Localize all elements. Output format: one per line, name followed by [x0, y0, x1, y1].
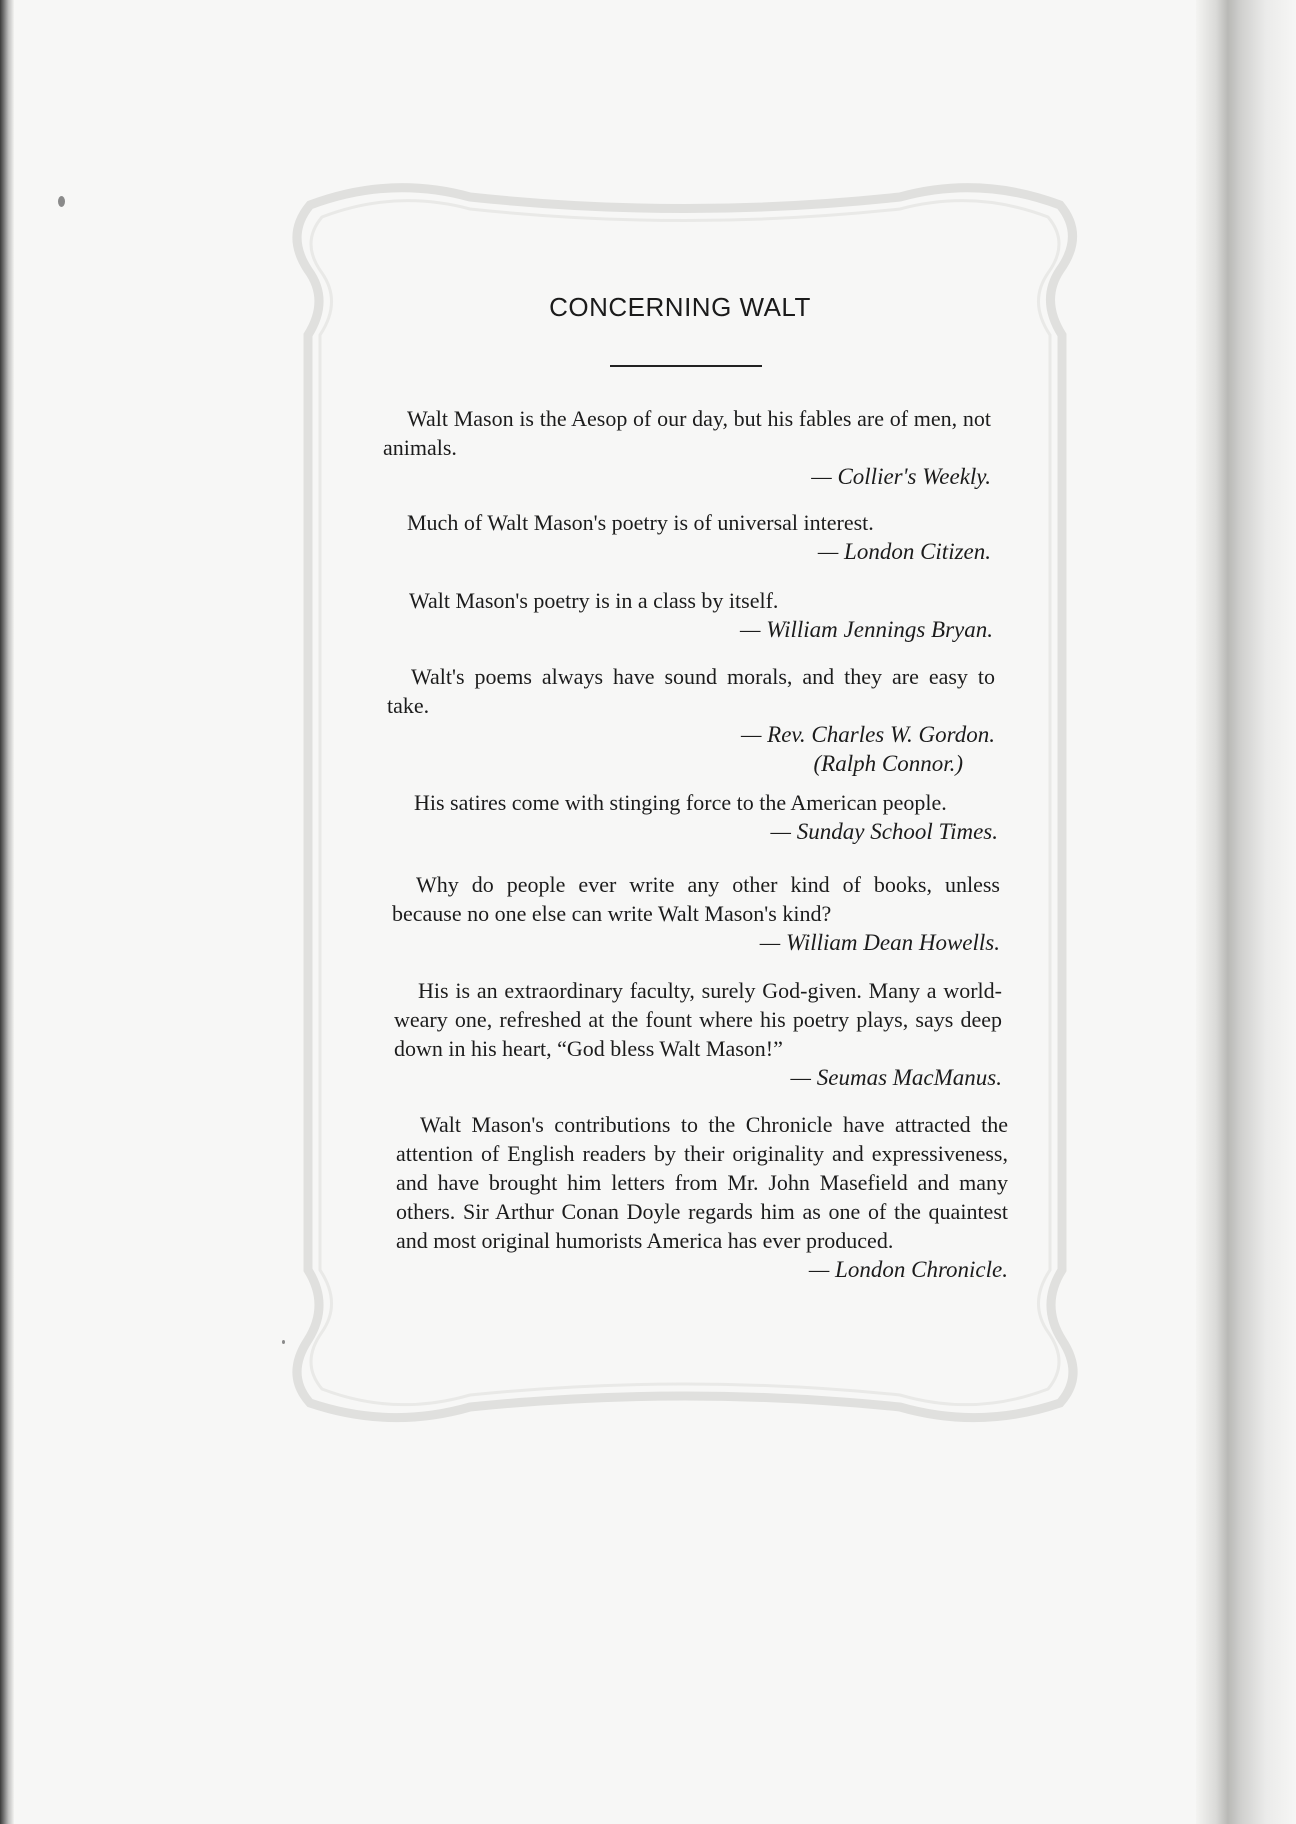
- quote-block: [396, 1110, 1008, 1284]
- quote-block: [385, 586, 993, 644]
- paper-speck: [58, 196, 65, 207]
- quote-attribution: — William Jennings Bryan.: [740, 617, 993, 642]
- quote-attribution: — Rev. Charles W. Gordon.: [740, 722, 995, 747]
- quote-block: [390, 788, 998, 846]
- quote-attribution: — Sunday School Times.: [770, 819, 998, 844]
- title-rule: [610, 365, 762, 367]
- quote-text: Much of Walt Mason's poetry is of universal interest.: [407, 510, 874, 535]
- quote-attribution-alias: (Ralph Connor.): [813, 751, 963, 776]
- quote-block: [394, 976, 1002, 1092]
- quote-attribution: — Seumas MacManus.: [790, 1065, 1002, 1090]
- quote-attribution: — London Chronicle.: [808, 1257, 1008, 1282]
- quote-text: His is an extraordinary faculty, surely God-given. Many a world-weary one, refreshed at the fount where his poetry plays, says deep down in his heart, “God bless Walt Mason!”: [394, 978, 1002, 1061]
- quote-text: Walt Mason's poetry is in a class by itself.: [409, 588, 779, 613]
- quote-block: [387, 662, 995, 778]
- quote-text: Walt's poems always have sound morals, and they are easy to take.: [387, 664, 995, 718]
- quote-text: Walt Mason's contributions to the Chronicle have attracted the attention of English readers by their originality and expressiveness, and have brought him letters from Mr. John Masefield and many others. Sir Arthur Conan Doyle regards him as one of the quaintest and most original humorists America has ever produced.: [396, 1112, 1008, 1253]
- quote-block: [383, 404, 991, 491]
- page-gutter-shadow: [1196, 0, 1296, 1824]
- quote-block: [383, 508, 991, 566]
- quote-text: Walt Mason is the Aesop of our day, but his fables are of men, not animals.: [383, 406, 991, 460]
- quote-attribution: — William Dean Howells.: [759, 930, 1000, 955]
- page-left-edge: [0, 0, 14, 1824]
- quote-attribution: — Collier's Weekly.: [811, 464, 991, 489]
- quote-text: His satires come with stinging force to the American people.: [414, 790, 947, 815]
- quote-text: Why do people ever write any other kind of books, unless because no one else can write Walt Mason's kind?: [392, 872, 1000, 926]
- quote-block: [392, 870, 1000, 957]
- page-title: CONCERNING WALT: [549, 292, 811, 322]
- quote-attribution: — London Citizen.: [817, 539, 991, 564]
